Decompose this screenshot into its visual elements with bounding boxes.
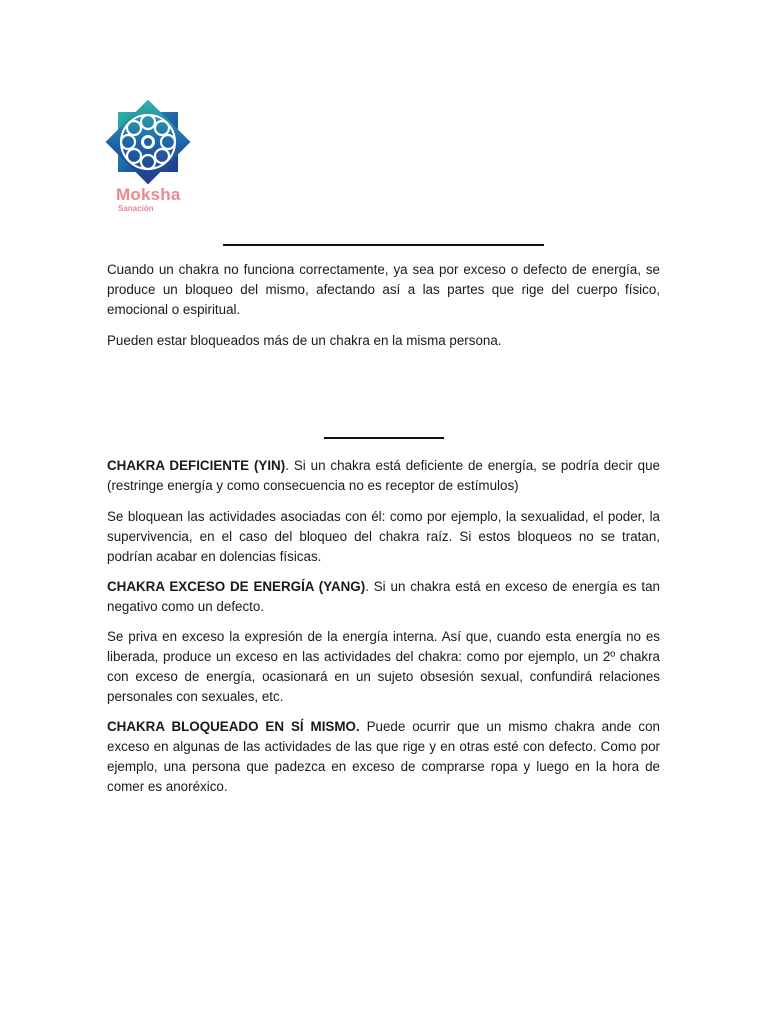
deficient-detail: Se bloquean las actividades asociadas con él: como por ejemplo, la sexualidad, el poder, la supervivencia, en el caso del bloqueo del chakra raíz. Si estos bloqueos no se tratan, podrían acabar en dolencias físicas. xyxy=(107,509,660,564)
divider-middle xyxy=(324,437,444,439)
deficient-paragraph xyxy=(107,456,660,496)
blocked-paragraph xyxy=(107,717,660,797)
intro-block xyxy=(107,260,660,351)
brand-name: Moksha xyxy=(116,185,181,204)
lotus-mandala-icon xyxy=(98,92,198,192)
blocked-heading: CHAKRA BLOQUEADO EN SÍ MISMO. xyxy=(107,719,360,734)
brand-tagline: Sanación xyxy=(118,204,154,213)
excess-detail: Se priva en exceso la expresión de la energía interna. Así que, cuando esta energía no es liberada, produce un exceso en las actividades del chakra: como por ejemplo, un 2º chakra con exceso de energía, ocasionará en un sujeto obsesión sexual, confundirá relaciones personales con sexuales, etc. xyxy=(107,629,660,704)
excess-heading: CHAKRA EXCESO DE ENERGÍA (YANG) xyxy=(107,579,366,594)
deficient-text: . Si un chakra está deficiente de energía, se podría decir que (restringe energía y como consecuencia no es receptor de estímulos) xyxy=(107,458,660,493)
chakra-types-block xyxy=(107,456,660,797)
intro-paragraph: Cuando un chakra no funciona correctamente, ya sea por exceso o defecto de energía, se produce un bloqueo del mismo, afectando así a las partes que rige del cuerpo físico, emocional o espiritual. xyxy=(107,262,660,317)
moksha-logo xyxy=(96,92,206,222)
divider-top xyxy=(223,244,544,246)
deficient-heading: CHAKRA DEFICIENTE (YIN) xyxy=(107,458,286,473)
excess-text: . Si un chakra está en exceso de energía es tan negativo como un defecto. xyxy=(107,579,660,614)
excess-paragraph xyxy=(107,577,660,617)
blocked-text: Puede ocurrir que un mismo chakra ande con exceso en algunas de las actividades de las que rige y en otras esté con defecto. Como por ejemplo, una persona que padezca en exceso de comprarse ropa y luego en la hora de comer es anoréxico. xyxy=(107,719,660,794)
intro-note: Pueden estar bloqueados más de un chakra en la misma persona. xyxy=(107,333,502,348)
